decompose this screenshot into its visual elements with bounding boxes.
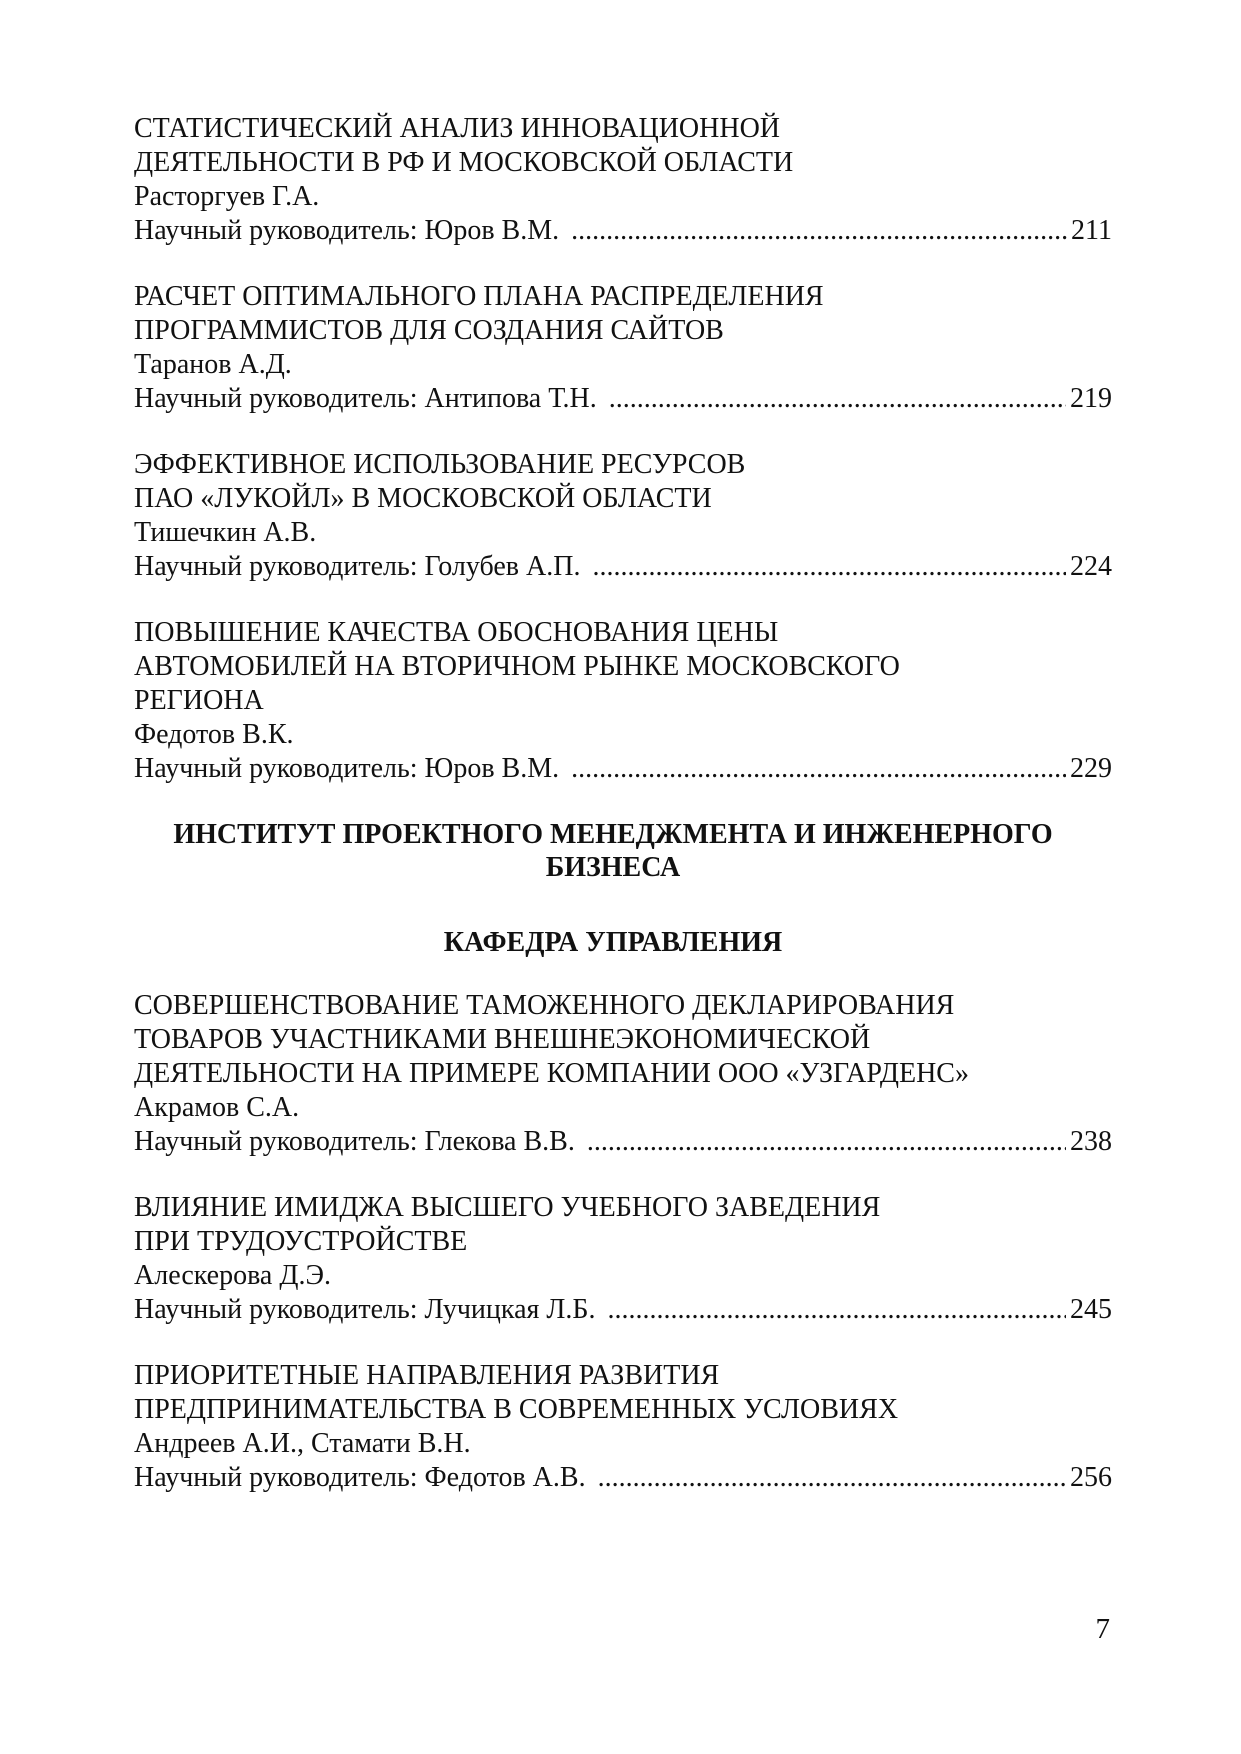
entry-author: Тишечкин А.В. bbox=[134, 517, 317, 548]
entry-author: Алескерова Д.Э. bbox=[134, 1260, 331, 1291]
entry-title-line: РЕГИОНА bbox=[134, 685, 264, 716]
entry-supervisor: Научный руководитель: Глекова В.В. bbox=[134, 1126, 575, 1157]
entry-supervisor: Научный руководитель: Голубев А.П. bbox=[134, 551, 581, 582]
entry-page-number: 245 bbox=[1070, 1294, 1112, 1325]
entry-supervisor-row bbox=[134, 382, 1112, 416]
entry-supervisor-row bbox=[134, 1125, 1112, 1159]
entry-title-line: АВТОМОБИЛЕЙ НА ВТОРИЧНОМ РЫНКЕ МОСКОВСКОГО bbox=[134, 651, 900, 682]
entry-page-number: 238 bbox=[1070, 1126, 1112, 1157]
dot-leader bbox=[587, 1125, 1066, 1159]
entry-author: Андреев А.И., Стамати В.Н. bbox=[134, 1428, 471, 1459]
entry-page-number: 219 bbox=[1070, 383, 1112, 414]
toc-entry bbox=[134, 448, 1112, 584]
entry-supervisor: Научный руководитель: Лучицкая Л.Б. bbox=[134, 1294, 596, 1325]
entries-bottom bbox=[134, 989, 1112, 1495]
entry-supervisor-row bbox=[134, 550, 1112, 584]
institute-heading-line: БИЗНЕСА bbox=[545, 852, 681, 883]
entry-title-line: СОВЕРШЕНСТВОВАНИЕ ТАМОЖЕННОГО ДЕКЛАРИРОВАНИЯ bbox=[134, 990, 955, 1021]
entry-page-number: 224 bbox=[1070, 551, 1112, 582]
dot-leader bbox=[607, 1293, 1066, 1327]
institute-heading-line: ИНСТИТУТ ПРОЕКТНОГО МЕНЕДЖМЕНТА И ИНЖЕНЕРНОГО bbox=[173, 819, 1053, 850]
entry-author: Федотов В.К. bbox=[134, 719, 294, 750]
toc-entry bbox=[134, 112, 1112, 248]
toc-entry bbox=[134, 989, 1112, 1159]
table-of-contents bbox=[134, 112, 1112, 1527]
toc-entry bbox=[134, 616, 1112, 786]
toc-entry bbox=[134, 1359, 1112, 1495]
entry-supervisor: Научный руководитель: Юров В.М. bbox=[134, 215, 560, 246]
entry-title-line: РАСЧЕТ ОПТИМАЛЬНОГО ПЛАНА РАСПРЕДЕЛЕНИЯ bbox=[134, 281, 824, 312]
entry-supervisor: Научный руководитель: Федотов А.В. bbox=[134, 1462, 586, 1493]
entry-supervisor-row bbox=[134, 214, 1112, 248]
entry-supervisor-row bbox=[134, 752, 1112, 786]
toc-entry bbox=[134, 280, 1112, 416]
entry-title-line: ПОВЫШЕНИЕ КАЧЕСТВА ОБОСНОВАНИЯ ЦЕНЫ bbox=[134, 617, 779, 648]
dot-leader bbox=[571, 214, 1067, 248]
entry-title-line: СТАТИСТИЧЕСКИЙ АНАЛИЗ ИННОВАЦИОННОЙ bbox=[134, 113, 781, 144]
dot-leader bbox=[592, 550, 1066, 584]
entry-title-line: ВЛИЯНИЕ ИМИДЖА ВЫСШЕГО УЧЕБНОГО ЗАВЕДЕНИЯ bbox=[134, 1192, 881, 1223]
entry-title-line: ПРОГРАММИСТОВ ДЛЯ СОЗДАНИЯ САЙТОВ bbox=[134, 315, 724, 346]
dot-leader bbox=[598, 1461, 1066, 1495]
entry-author: Расторгуев Г.А. bbox=[134, 181, 320, 212]
entry-page-number: 229 bbox=[1070, 753, 1112, 784]
entry-title-line: ДЕЯТЕЛЬНОСТИ В РФ И МОСКОВСКОЙ ОБЛАСТИ bbox=[134, 147, 794, 178]
entry-title-line: ПРИОРИТЕТНЫЕ НАПРАВЛЕНИЯ РАЗВИТИЯ bbox=[134, 1360, 720, 1391]
entry-title-line: ТОВАРОВ УЧАСТНИКАМИ ВНЕШНЕЭКОНОМИЧЕСКОЙ bbox=[134, 1024, 871, 1055]
dot-leader bbox=[571, 752, 1066, 786]
entry-supervisor: Научный руководитель: Антипова Т.Н. bbox=[134, 383, 597, 414]
entries-top bbox=[134, 112, 1112, 786]
entry-supervisor: Научный руководитель: Юров В.М. bbox=[134, 753, 560, 784]
entry-supervisor-row bbox=[134, 1461, 1112, 1495]
entry-page-number: 256 bbox=[1070, 1462, 1112, 1493]
toc-entry bbox=[134, 1191, 1112, 1327]
entry-supervisor-row bbox=[134, 1293, 1112, 1327]
entry-page-number: 211 bbox=[1071, 215, 1112, 246]
institute-heading bbox=[114, 818, 1112, 884]
department-heading: КАФЕДРА УПРАВЛЕНИЯ bbox=[443, 927, 783, 958]
entry-title-line: ЭФФЕКТИВНОЕ ИСПОЛЬЗОВАНИЕ РЕСУРСОВ bbox=[134, 449, 746, 480]
page-number: 7 bbox=[1095, 1613, 1110, 1645]
entry-title-line: ПАО «ЛУКОЙЛ» В МОСКОВСКОЙ ОБЛАСТИ bbox=[134, 483, 712, 514]
dot-leader bbox=[609, 382, 1066, 416]
entry-author: Таранов А.Д. bbox=[134, 349, 292, 380]
entry-title-line: ПРИ ТРУДОУСТРОЙСТВЕ bbox=[134, 1226, 468, 1257]
entry-title-line: ПРЕДПРИНИМАТЕЛЬСТВА В СОВРЕМЕННЫХ УСЛОВИЯХ bbox=[134, 1394, 899, 1425]
entry-title-line: ДЕЯТЕЛЬНОСТИ НА ПРИМЕРЕ КОМПАНИИ ООО «УЗГАРДЕНС» bbox=[134, 1058, 969, 1089]
entry-author: Акрамов С.А. bbox=[134, 1092, 300, 1123]
